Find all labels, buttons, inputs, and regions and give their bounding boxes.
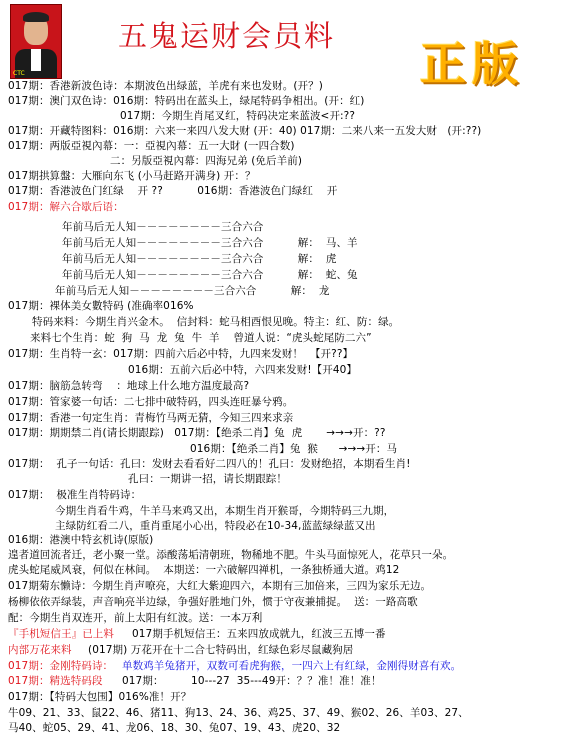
text-line: 017期：今期生肖尾叉红，特码决定来蓝波<开:?? bbox=[120, 110, 356, 122]
text-line: 016期：【绝杀二肖】兔 猴 →→→开：马 bbox=[190, 443, 398, 455]
text-line: 017期：期期禁二肖(请长期跟踪) 017期：【绝杀二肖】兔 虎 →→→开：?? bbox=[8, 427, 386, 439]
text-line: 特码来料：今期生肖兴金木。 信封料：蛇马相酉恨见晚。特主：红、防：绿。 bbox=[32, 316, 400, 328]
text-line: 017期：澳门双色诗：016期：特码出在蓝头上，绿尾特码争相出。(开：红) bbox=[8, 95, 365, 107]
text-line: 017期：开藏特图料：016期：六来一来四八发大财 (开：40) 017期：二来八来一五发大财 (开:??) bbox=[8, 125, 482, 137]
text-line: 017期：解六合歇后语： bbox=[8, 201, 124, 213]
text-line: 017期： 孔子一句话：孔曰：发财去看看好二四八的！孔曰：发财绝招，本期看生肖! bbox=[8, 458, 411, 470]
text-line: 017期： 10---27 35---49开：？？准！准！准！ bbox=[122, 675, 382, 687]
text-line: 017期：生肖特一玄：017期：四前六后必中特，九四来发财！ 【开??】 bbox=[8, 348, 354, 360]
text-line: 016期：港澳中特玄机诗(原版) bbox=[8, 534, 154, 546]
text-line: 二：另版亞視內幕：四海兄弟 (免后羊前) bbox=[110, 155, 303, 167]
portrait-shirt bbox=[31, 49, 41, 71]
text-line: 来料七个生肖：蛇 狗 马 龙 兔 牛 羊 曾道人说：“虎头蛇尾防二六” bbox=[30, 332, 372, 344]
text-line: 017期：精选特码段 bbox=[8, 675, 103, 687]
text-line: 017期：金刚特码诗： bbox=[8, 660, 114, 672]
genuine-badge: 正版 bbox=[420, 37, 524, 91]
text-line: 年前马后无人知－－－－－－－－三合六合 解： 马、羊 bbox=[62, 237, 358, 249]
text-line: 主绿防红看二八，重肖重尾小心出，特段必在10-34,蓝蓝绿绿蓝又出 bbox=[55, 520, 376, 532]
text-line: 017期：裸体美女數特码 (准确率016% bbox=[8, 300, 194, 312]
text-line: 017期：【特码大包围】016%准！开？ bbox=[8, 691, 192, 703]
text-line: 017期：两版亞視內幕：一：亞視內幕：五一大財 (一四合数) bbox=[8, 140, 295, 152]
text-line: 配：今期生肖双连开，前上太阳有红波。送：一本万利 bbox=[8, 612, 263, 624]
text-line: 年前马后无人知－－－－－－－－三合六合 解： 虎 bbox=[62, 253, 337, 265]
text-line: 017期菊东懒诗：今期生肖声嘹亮，大红大紫迎四六，本期有三加倍来，三四为家乐无边。 bbox=[8, 580, 432, 592]
text-line: 虎头蛇尾威风衰，何似在林间。 本期送：一六破解四禅机，一条独桥通大道。鸡12 bbox=[8, 564, 400, 576]
text-line: 今期生肖看牛鸡，牛羊马来鸡又出，本期生肖开猴哥，今期特码三九期， bbox=[55, 505, 395, 517]
text-line: 017期： 极准生肖特码诗： bbox=[8, 489, 142, 501]
text-line: 牛09、21、33、鼠22、46、猪11、狗13、24、36、鸡25、37、49、猴02、26、羊03、27、 bbox=[8, 707, 469, 719]
text-line: 单数鸡羊兔猪开，双数可看虎狗猴，一四六上有红绿，金刚得财喜有欢。 bbox=[122, 660, 462, 672]
text-line: 017期拱算盤：大雁向东飞 (小马赶路开满身) 开：？ bbox=[8, 170, 256, 182]
text-line: 年前马后无人知－－－－－－－－三合六合 解： 龙 bbox=[55, 285, 330, 297]
text-line: 017期：香港一句定生肖：青梅竹马两无猜，今知三四来求亲 bbox=[8, 412, 294, 424]
portrait-stamp: CTC bbox=[13, 70, 25, 77]
text-line: 『手机短信王』已上料 bbox=[8, 628, 114, 640]
text-line: 孔曰：一期讲一招，请长期跟踪！ bbox=[128, 473, 287, 485]
text-line: 016期：五前六后必中特，六四来发财!【开40】 bbox=[128, 364, 358, 376]
text-line: 内部万花来料 bbox=[8, 644, 72, 656]
text-line: 年前马后无人知－－－－－－－－三合六合 解： 蛇、兔 bbox=[62, 269, 358, 281]
text-line: 017期手机短信王：五来四放成就九，红波三五博一番 bbox=[132, 628, 386, 640]
text-line: 遑者道回流者迁，老小聚一堂。添酸荡垢清朝班，物稀地不肥。牛头马面惊死人，花草只一朵。 bbox=[8, 549, 454, 561]
text-line: 017期：管家婆一句话：二七排中破特码，四头连旺暴兮鸦。 bbox=[8, 396, 294, 408]
text-line: 年前马后无人知－－－－－－－－三合六合 bbox=[62, 221, 264, 233]
page-title: 五鬼运财会员料 bbox=[118, 19, 336, 53]
text-line: 马40、蛇05、29、41、龙06、18、30、兔07、19、43、虎20、32 bbox=[8, 722, 341, 734]
portrait-photo bbox=[10, 4, 62, 79]
text-line: 017期：香港新波色诗：本期波色出绿蓝，羊虎有来也发财。(开？) bbox=[8, 80, 323, 92]
text-line: 017期：脑筋急转弯 ：地球上什么地方温度最高? bbox=[8, 380, 250, 392]
text-line: 杨柳依依弄绿装，声音响亮半边绿，争强好胜地门外，惯于守夜兼捕捉。 送：一路高歌 bbox=[8, 596, 418, 608]
portrait-hair bbox=[23, 12, 49, 22]
text-line: (017期) 万花开在十二合七特码出，红绿色彩尽鼠藏狗居 bbox=[88, 644, 354, 656]
text-line: 017期：香港波色门红绿 开 ?? 016期：香港波色门绿红 开 bbox=[8, 185, 338, 197]
